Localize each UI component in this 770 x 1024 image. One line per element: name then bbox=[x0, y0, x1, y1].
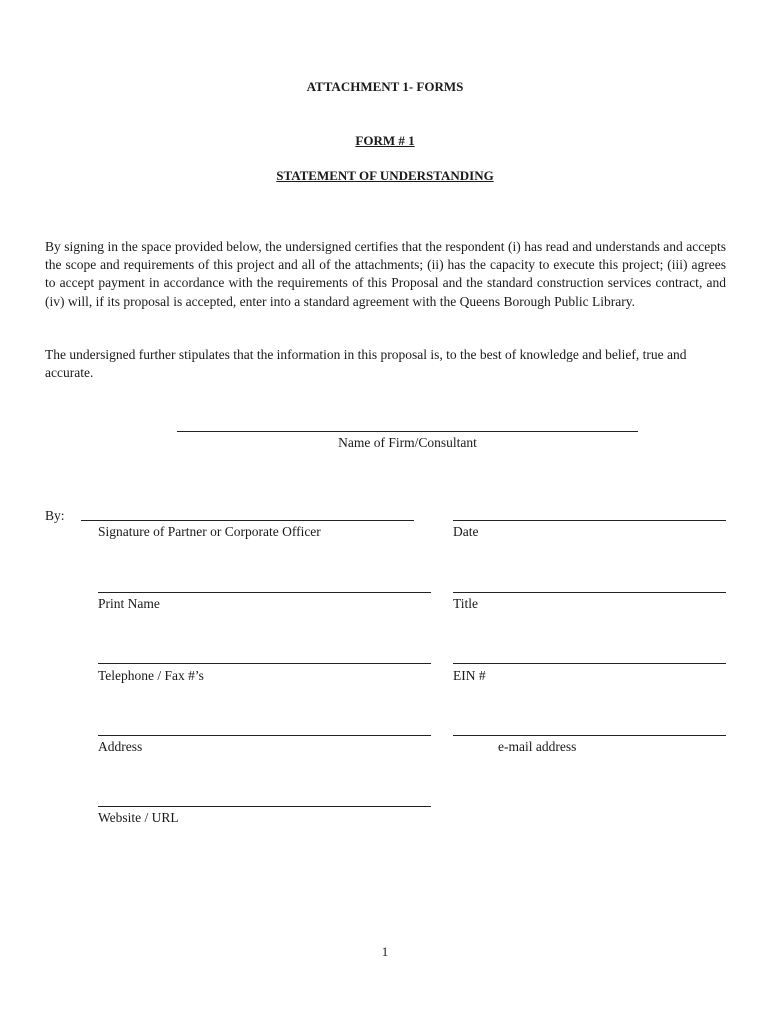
address-line[interactable] bbox=[98, 735, 431, 736]
form-number-heading: FORM # 1 bbox=[355, 133, 415, 148]
stipulation-paragraph: The undersigned further stipulates that the information in this proposal is, to the best of knowledge and belief, true and accurate. bbox=[45, 347, 687, 381]
date-line[interactable] bbox=[453, 520, 726, 521]
ein-label: EIN # bbox=[453, 668, 486, 683]
form-title-heading: STATEMENT OF UNDERSTANDING bbox=[276, 168, 494, 183]
address-label: Address bbox=[98, 739, 143, 754]
page-number: 1 bbox=[381, 944, 389, 959]
signature-line[interactable] bbox=[81, 520, 414, 521]
firm-name-line[interactable] bbox=[177, 431, 638, 432]
firm-name-label: Name of Firm/Consultant bbox=[338, 435, 477, 450]
title-label: Title bbox=[453, 596, 479, 611]
website-line[interactable] bbox=[98, 806, 431, 807]
title-line[interactable] bbox=[453, 592, 726, 593]
certification-paragraph: By signing in the space provided below, the undersigned certifies that the respondent (i) has read and understands and accepts the scope and requirements of this project and all of the attachments; (ii) has the capacity to execute this project; (iii) agrees to accept payment in accordance with the requirements of this Proposal and the standard construction services contract, and (iv) will, if its proposal is accepted, enter into a standard agreement with the Queens Borough Public Library. bbox=[45, 239, 726, 309]
telephone-label: Telephone / Fax #’s bbox=[98, 668, 204, 683]
date-label: Date bbox=[453, 524, 479, 539]
attachment-heading: ATTACHMENT 1- FORMS bbox=[306, 79, 464, 94]
by-label: By: bbox=[45, 508, 65, 523]
email-label: e-mail address bbox=[498, 739, 577, 754]
signature-label: Signature of Partner or Corporate Officer bbox=[98, 524, 321, 539]
website-label: Website / URL bbox=[98, 810, 179, 825]
print-name-line[interactable] bbox=[98, 592, 431, 593]
telephone-line[interactable] bbox=[98, 663, 431, 664]
ein-line[interactable] bbox=[453, 663, 726, 664]
email-line[interactable] bbox=[453, 735, 726, 736]
print-name-label: Print Name bbox=[98, 596, 160, 611]
